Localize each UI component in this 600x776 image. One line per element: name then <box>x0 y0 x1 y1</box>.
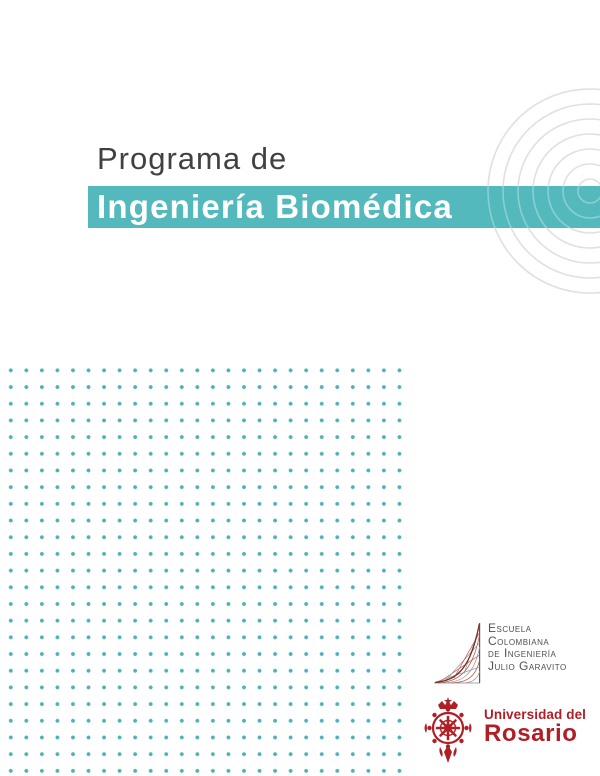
rosario-logo <box>422 697 600 776</box>
escuela-logo-diagram <box>434 621 482 685</box>
escuela-logo-text <box>488 622 567 672</box>
program-kicker: Programa de <box>97 141 288 176</box>
program-title: Ingeniería Biomédica <box>97 188 453 225</box>
rosario-crest-icon <box>422 697 474 763</box>
dot-grid-decoration <box>3 362 408 776</box>
escuela-logo <box>434 618 584 688</box>
escuela-line: Julio Garavito <box>488 658 567 673</box>
escuela-line: de Ingeniería <box>488 646 557 660</box>
rosario-logo-line2: Rosario <box>484 720 578 747</box>
escuela-line: Escuela <box>488 621 532 635</box>
rosario-logo-text <box>484 708 586 746</box>
escuela-line: Colombiana <box>488 633 550 648</box>
rosario-logo-line1: Universidad del <box>484 707 587 722</box>
